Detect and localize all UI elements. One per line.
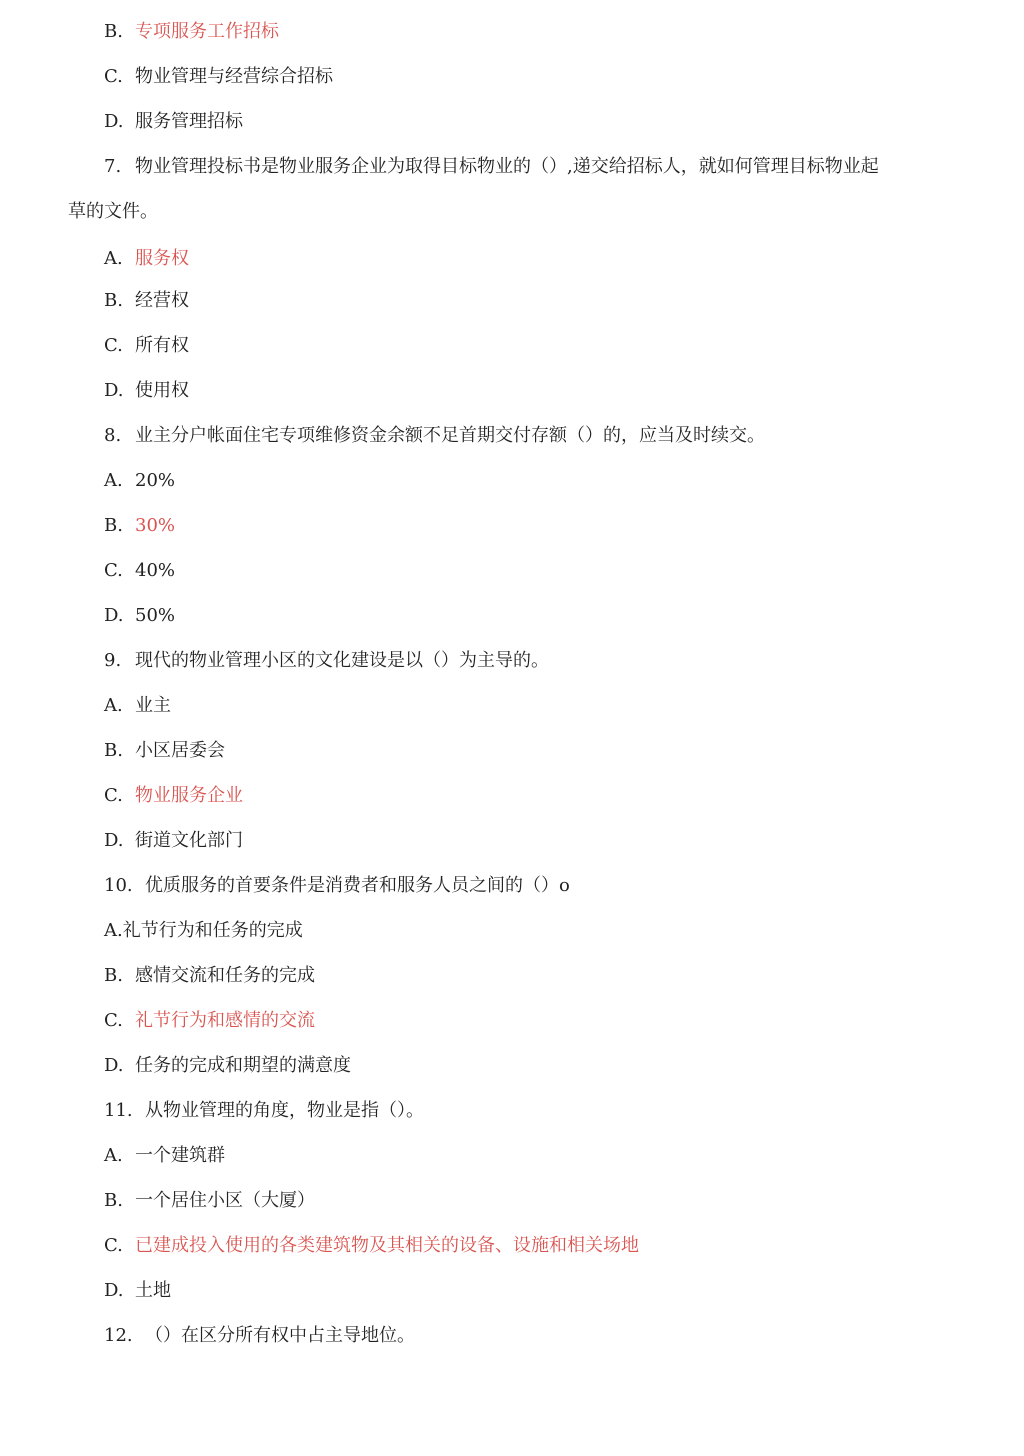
option-letter: A. (104, 470, 123, 491)
question-7-continued (68, 200, 158, 224)
question-8 (104, 424, 765, 448)
q7-option-b (104, 289, 189, 313)
question-text: 草的文件。 (68, 201, 158, 222)
option-letter: A. (104, 695, 123, 716)
option-letter: D. (104, 1055, 124, 1076)
q9-option-d (104, 829, 243, 853)
option-letter: B. (104, 290, 123, 311)
q11-option-a (104, 1144, 225, 1168)
q10-option-b (104, 964, 315, 988)
question-number: 12. (104, 1325, 133, 1346)
question-10 (104, 874, 570, 898)
q8-option-d (104, 604, 175, 628)
option-letter: C. (104, 1235, 123, 1256)
option-text: 所有权 (135, 335, 189, 356)
option-text: 一个建筑群 (135, 1145, 225, 1166)
option-text: 50% (135, 605, 176, 626)
q7-option-c (104, 334, 189, 358)
option-letter: D. (104, 380, 124, 401)
question-text: （）在区分所有权中占主导地位。 (145, 1325, 415, 1346)
q7-option-d (104, 379, 189, 403)
option-letter: D. (104, 830, 124, 851)
q8-option-a (104, 469, 175, 493)
option-letter: C. (104, 785, 123, 806)
option-b (104, 20, 279, 44)
question-number: 7. (104, 156, 122, 177)
option-c (104, 65, 333, 89)
option-letter: C. (104, 335, 123, 356)
option-text: 一个居住小区（大厦） (135, 1190, 315, 1211)
option-text-answer: 物业服务企业 (135, 785, 243, 806)
option-text-answer: 30% (135, 515, 176, 536)
option-text: 服务管理招标 (135, 111, 243, 132)
option-text: 经营权 (135, 290, 189, 311)
option-d (104, 110, 243, 134)
q9-option-c (104, 784, 243, 808)
option-text: 任务的完成和期望的满意度 (135, 1055, 351, 1076)
question-9 (104, 649, 549, 673)
q8-option-c (104, 559, 175, 583)
question-text: 现代的物业管理小区的文化建设是以（）为主导的。 (135, 650, 549, 671)
q11-option-d (104, 1279, 171, 1303)
option-text: 街道文化部门 (135, 830, 243, 851)
q10-option-d (104, 1054, 351, 1078)
option-text-answer: 服务权 (135, 248, 189, 269)
question-12 (104, 1324, 415, 1348)
option-letter: D. (104, 111, 124, 132)
option-letter: C. (104, 1010, 123, 1031)
q11-option-c (104, 1234, 639, 1258)
option-letter: D. (104, 1280, 124, 1301)
q9-option-b (104, 739, 225, 763)
option-letter: C. (104, 560, 123, 581)
question-text: 业主分户帐面住宅专项维修资金余额不足首期交付存额（）的，应当及时续交。 (135, 425, 765, 446)
option-text: 物业管理与经营综合招标 (135, 66, 333, 87)
option-letter: A. (104, 1145, 123, 1166)
option-text-answer: 礼节行为和感情的交流 (135, 1010, 315, 1031)
option-letter: B. (104, 1190, 123, 1211)
option-letter: A. (104, 920, 123, 941)
option-text-answer: 专项服务工作招标 (135, 21, 279, 42)
question-7 (104, 155, 879, 179)
option-text: 20% (135, 470, 176, 491)
question-number: 9. (104, 650, 122, 671)
option-text: 礼节行为和任务的完成 (122, 920, 303, 941)
q8-option-b (104, 514, 175, 538)
option-text-answer: 已建成投入使用的各类建筑物及其相关的设备、设施和相关场地 (135, 1235, 639, 1256)
q7-option-a (104, 247, 189, 271)
option-letter: A. (104, 248, 123, 269)
question-text: 优质服务的首要条件是消费者和服务人员之间的（）o (145, 875, 570, 896)
question-11 (104, 1099, 424, 1123)
question-number: 11. (104, 1100, 133, 1121)
option-letter: B. (104, 965, 123, 986)
q10-option-a (104, 919, 303, 943)
option-letter: B. (104, 21, 123, 42)
question-text: 物业管理投标书是物业服务企业为取得目标物业的（）,递交给招标人，就如何管理目标物业起 (135, 156, 879, 177)
option-letter: D. (104, 605, 124, 626)
option-letter: B. (104, 515, 123, 536)
q10-option-c (104, 1009, 315, 1033)
question-number: 10. (104, 875, 133, 896)
option-text: 土地 (135, 1280, 171, 1301)
option-text: 小区居委会 (135, 740, 225, 761)
option-letter: B. (104, 740, 123, 761)
q9-option-a (104, 694, 171, 718)
option-text: 感情交流和任务的完成 (135, 965, 315, 986)
question-text: 从物业管理的角度，物业是指（）。 (145, 1100, 424, 1121)
option-letter: C. (104, 66, 123, 87)
option-text: 业主 (135, 695, 171, 716)
option-text: 40% (135, 560, 176, 581)
option-text: 使用权 (135, 380, 189, 401)
q11-option-b (104, 1189, 315, 1213)
question-number: 8. (104, 425, 122, 446)
